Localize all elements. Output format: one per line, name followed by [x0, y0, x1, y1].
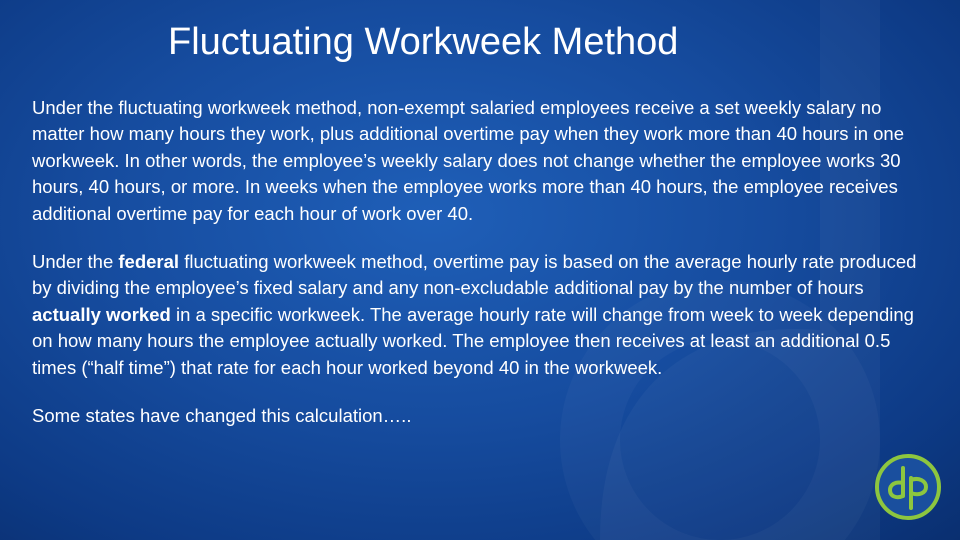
- text-run: Under the: [32, 251, 119, 273]
- slide-title: Fluctuating Workweek Method: [168, 21, 679, 63]
- paragraph-states-note: Some states have changed this calculation…..: [32, 405, 412, 427]
- dp-logo-icon: [873, 452, 943, 522]
- text-run: fluctuating workweek method, overtime pay is based on the average hourly rate produced by dividing the employee’s fixed salary and any non-excludable additional pay by the number of hours: [32, 251, 917, 299]
- slide-body: [32, 95, 937, 451]
- bold-federal: federal: [118, 251, 180, 273]
- paragraph-federal-method: [32, 249, 937, 381]
- text-run: in a specific workweek. The average hourly rate will change from week to week depending on how many hours the employee actually worked. The employee then receives at least an additional 0.5 times (“half time”) that rate for each hour worked beyond 40 in the workweek.: [32, 303, 914, 378]
- paragraph-overview: Under the fluctuating workweek method, non-exempt salaried employees receive a set weekly salary no matter how many hours they work, plus additional overtime pay when they work more than 40 hours in one workweek. In other words, the employee’s weekly salary does not change whether the employee works 30 hours, 40 hours, or more. In weeks when the employee works more than 40 hours, the employee receives additional overtime pay for each hour of work over 40.: [32, 97, 905, 224]
- bold-actually-worked: actually worked: [32, 303, 171, 325]
